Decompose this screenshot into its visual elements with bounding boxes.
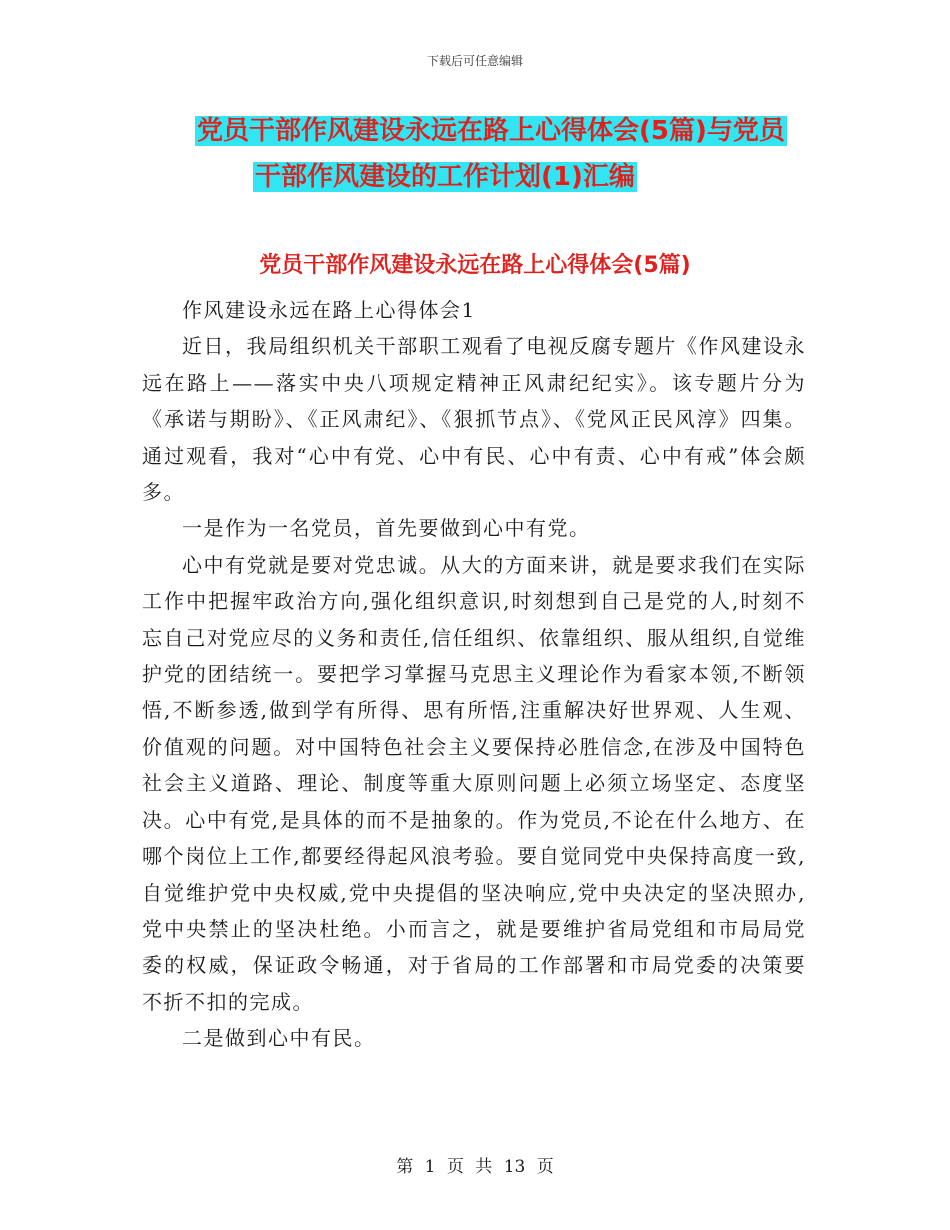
document-title-line-1: 党员干部作风建设永远在路上心得体会(5篇)与党员 [197, 116, 785, 146]
document-body [142, 292, 806, 1057]
document-title-line-2: 干部作风建设的工作计划(1)汇编 [255, 162, 635, 192]
section-heading: 党员干部作风建设永远在路上心得体会(5篇) [259, 253, 691, 278]
body-paragraph: 一是作为一名党员，首先要做到心中有党。 [182, 516, 591, 541]
subheading-paragraph: 作风建设永远在路上心得体会1 [182, 298, 476, 322]
body-paragraph: 二是做到心中有民。 [182, 1026, 376, 1051]
page-number-footer: 第 1 页 共 13 页 [396, 1157, 554, 1177]
page-header-note: 下载后可任意编辑 [426, 54, 523, 68]
body-paragraph: 心中有党就是要对党忠诚。从大的方面来讲，就是要求我们在实际工作中把握牢政治方向,强化组织意识,时刻想到自己是党的人,时刻不忘自己对党应尽的义务和责任,信任组织、依靠组织、服从组织,自觉维护党的团结统一。要把学习掌握马克思主义理论作为看家本领,不断领悟,不断参透,做到学有所得、思有所悟,注重解决好世界观、人生观、价值观的问题。对中国特色社会主义要保持必胜信念,在涉及中国特色社会主义道路、理论、制度等重大原则问题上必须立场坚定、态度坚决。心中有党,是具体的而不是抽象的。作为党员,不论在什么地方、在哪个岗位上工作,都要经得起风浪考验。要自觉同党中央保持高度一致,自觉维护党中央权威,党中央提倡的坚决响应,党中央决定的坚决照办,党中央禁止的坚决杜绝。小而言之，就是要维护省局党组和市局局党委的权威，保证政令畅通，对于省局的工作部署和市局党委的决策要不折不扣的完成。 [142, 552, 806, 1014]
body-paragraph: 近日，我局组织机关干部职工观看了电视反腐专题片《作风建设永远在路上——落实中央八项规定精神正风肃纪纪实》。该专题片分为《承诺与期盼》、《正风肃纪》、《狠抓节点》、《党风正民风淳》四集。通过观看，我对“心中有党、心中有民、心中有责、心中有戒”体会颇多。 [142, 334, 806, 505]
document-title [195, 108, 815, 200]
